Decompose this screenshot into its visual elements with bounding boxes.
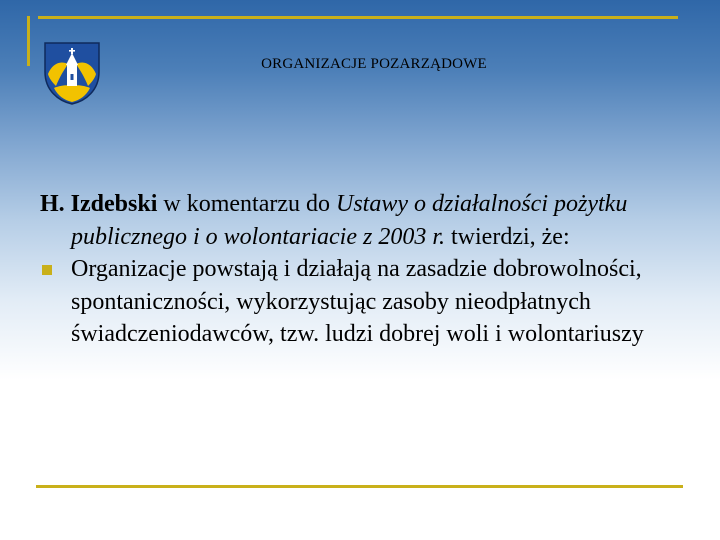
act-title: Ustawy o działalności pożytku publicznego i o wolontariacie z 2003 r. <box>71 191 628 250</box>
bottom-accent-rule <box>36 485 683 488</box>
intro-text-before: w komentarzu do <box>157 191 336 217</box>
slide-title: ORGANIZACJE POZARZĄDOWE <box>261 56 487 72</box>
bullet-item <box>40 253 700 351</box>
author-name: H. Izdebski <box>40 191 158 217</box>
slide-body <box>40 188 700 351</box>
square-bullet-icon <box>42 265 52 275</box>
top-accent-rule <box>38 16 678 19</box>
coat-of-arms-icon <box>42 40 102 106</box>
intro-paragraph <box>40 188 700 253</box>
bullet-text: Organizacje powstają i działają na zasadzie dobrowolności, spontaniczności, wykorzystując zasoby nieodpłatnych świadczeniodawców, tzw. ludzi dobrej woli i wolontariuszy <box>71 256 644 347</box>
intro-text-after: twierdzi, że: <box>445 223 570 250</box>
